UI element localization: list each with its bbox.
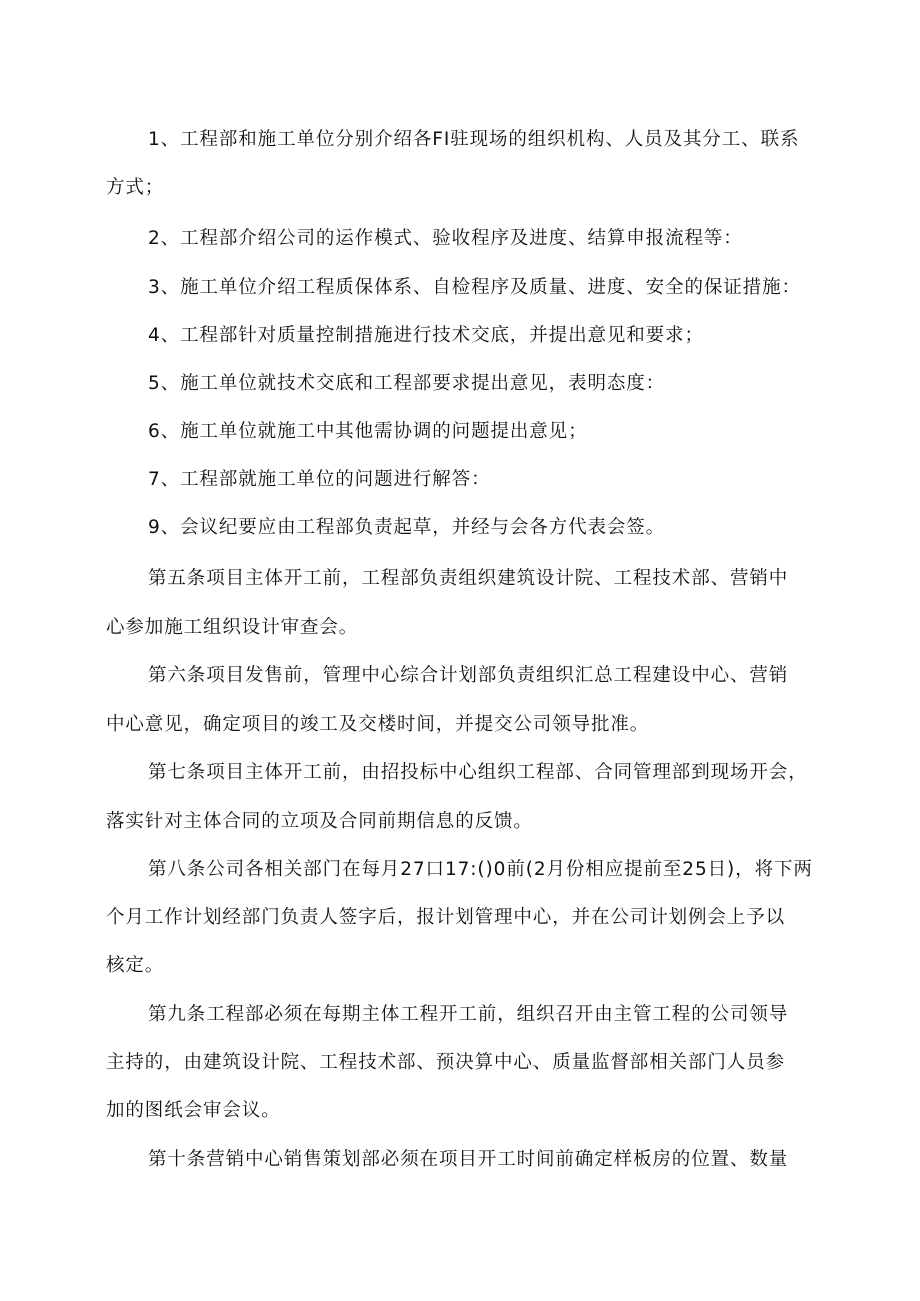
article-7-line-1: 第七条项目主体开工前，由招投标中心组织工程部、合同管理部到现场开会， (148, 762, 808, 783)
article-5-line-2: 心参加施工组织设计审查会。 (106, 617, 359, 638)
article-6-line-1: 第六条项目发售前，管理中心综合计划部负责组织汇总工程建设中心、营销 (148, 665, 789, 686)
article-9-line-3: 加的图纸会审会议。 (106, 1100, 281, 1121)
article-6-line-2: 中心意见，确定项目的竣工及交楼时间，并提交公司领导批准。 (106, 714, 650, 735)
article-8-line-3: 核定。 (106, 955, 165, 976)
article-9-line-1: 第九条工程部必须在每期主体工程开工前，组织召开由主管工程的公司领导 (148, 1004, 789, 1025)
item-3: 3、施工单位介绍工程质保体系、自检程序及质量、进度、安全的保证措施： (148, 277, 801, 298)
article-7-line-2: 落实针对主体合同的立项及合同前期信息的反馈。 (106, 811, 533, 832)
article-8-line-1: 第八条公司各相关部门在每月27口17:()0前(2月份相应提前至25日)，将下两 (148, 859, 813, 880)
article-9-line-2: 主持的，由建筑设计院、工程技术部、预决算中心、质量监督部相关部门人员参 (106, 1052, 786, 1073)
item-1-line-1: 1、工程部和施工单位分别介绍各FI驻现场的组织机构、人员及其分工、联系 (148, 129, 800, 150)
item-2: 2、工程部介绍公司的运作模式、验收程序及进度、结算申报流程等： (148, 228, 743, 249)
item-6: 6、施工单位就施工中其他需协调的问题提出意见； (148, 421, 588, 442)
item-9: 9、会议纪要应由工程部负责起草，并经与会各方代表会签。 (148, 517, 666, 538)
article-8-line-2: 个月工作计划经部门负责人签字后，报计划管理中心，并在公司计划例会上予以 (106, 907, 786, 928)
article-10-line-1: 第十条营销中心销售策划部必须在项目开工时间前确定样板房的位置、数量 (148, 1149, 789, 1170)
item-5: 5、施工单位就技术交底和工程部要求提出意见，表明态度： (148, 373, 666, 394)
item-1-line-2: 方式； (106, 177, 165, 198)
item-7: 7、工程部就施工单位的问题进行解答： (148, 469, 491, 490)
article-5-line-1: 第五条项目主体开工前，工程部负责组织建筑设计院、工程技术部、营销中 (148, 568, 789, 589)
item-4: 4、工程部针对质量控制措施进行技术交底，并提出意见和要求； (148, 325, 704, 346)
